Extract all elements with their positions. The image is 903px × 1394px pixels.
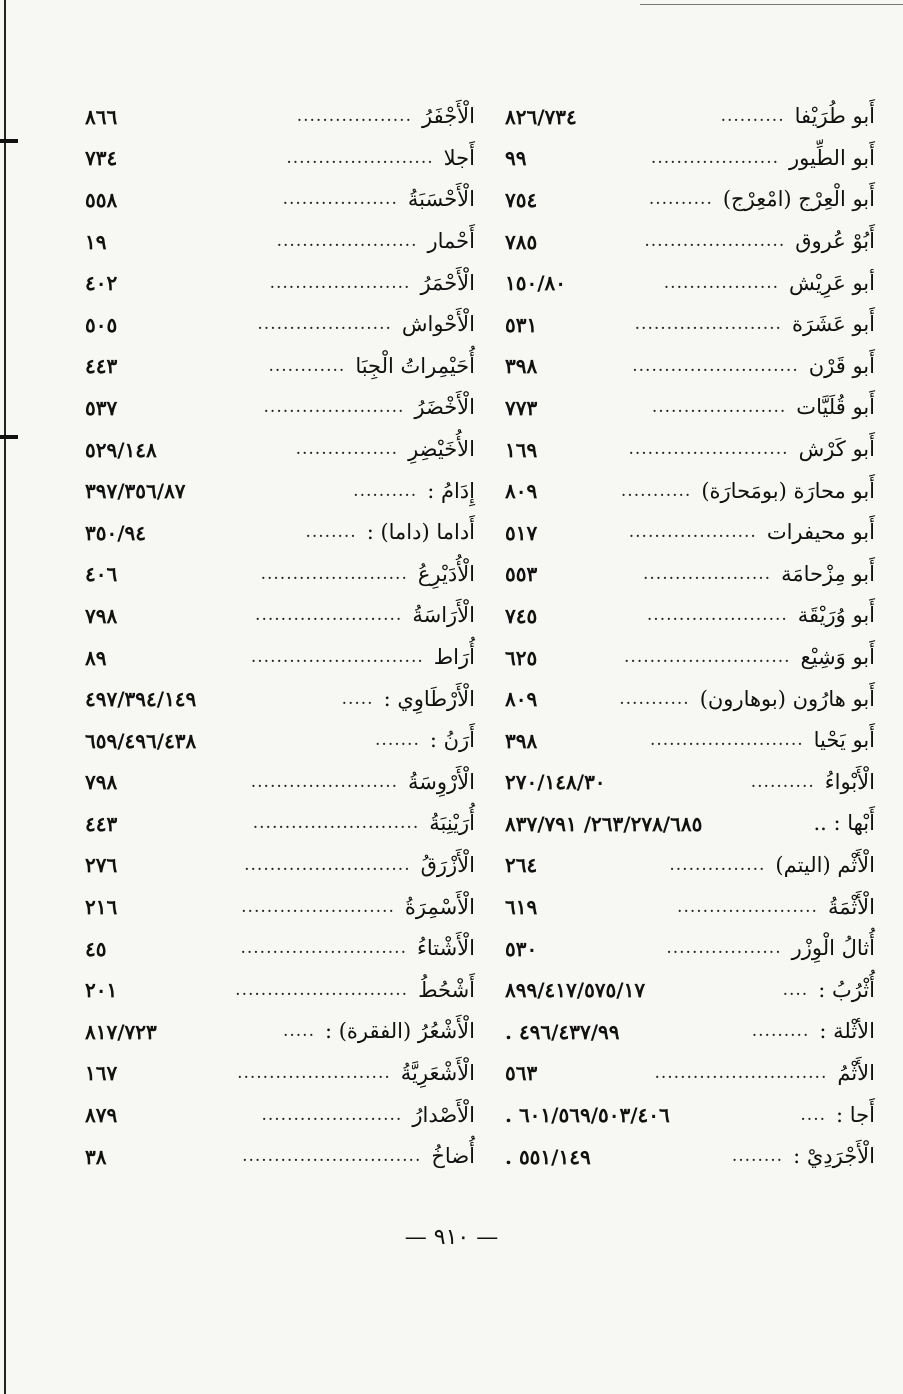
index-column-right: [505, 96, 875, 1177]
dot-leader: .......................: [286, 149, 434, 167]
index-entry: [85, 720, 475, 762]
index-entry: [85, 803, 475, 845]
dot-leader: ..................: [663, 274, 780, 292]
entry-page-numbers: ٦٢٥: [505, 645, 538, 670]
index-entry: [505, 720, 875, 762]
entry-name: الأثْلة :: [819, 1019, 875, 1044]
dot-leader: ............: [268, 357, 346, 375]
dot-leader: ........................: [241, 898, 395, 916]
index-entry: [505, 928, 875, 970]
entry-page-numbers: ٨٧٩: [85, 1103, 118, 1128]
entry-page-numbers: ٨٩٩/٤١٧/٥٧٥/١٧: [505, 978, 646, 1003]
entry-page-numbers: ٢٦٣/٢٧٨/٦٨٥/ ٨٣٧/٧٩١: [505, 811, 703, 836]
index-entry: [85, 429, 475, 471]
entry-name: أبو عَرِيْش: [789, 270, 875, 295]
index-entry: [505, 304, 875, 346]
dot-leader: ..........: [750, 773, 815, 791]
dot-leader: .......................: [250, 773, 399, 791]
index-entry: [85, 138, 475, 180]
entry-page-numbers: ٨٢٦/٧٣٤: [505, 104, 577, 129]
entry-name: أُرَيْنِبَةُ: [429, 811, 475, 836]
index-entry: [85, 762, 475, 804]
dot-leader: ........: [731, 1148, 784, 1166]
margin-mark: [0, 435, 18, 439]
entry-name: أُحَيْمِراتُ الْجِبَا: [355, 353, 475, 378]
entry-page-numbers: ٦١٩: [505, 895, 538, 920]
entry-page-numbers: ٢٦٤: [505, 853, 538, 878]
index-entry: [85, 1094, 475, 1136]
index-entry: [85, 1011, 475, 1053]
dot-leader: ...........: [619, 690, 690, 708]
entry-name: أَبو محارَة (بومَحارَة): [701, 478, 875, 503]
entry-page-numbers: ٤٩٧/٣٩٤/١٤٩: [85, 687, 197, 712]
dot-leader: ....................: [642, 565, 772, 583]
index-entry: [85, 387, 475, 429]
dot-leader: .....................: [651, 399, 787, 417]
entry-name: أَداما (داما) :: [366, 520, 475, 545]
entry-page-numbers: ٨١٧/٧٢٣: [85, 1019, 157, 1044]
entry-page-numbers: ٧٩٨: [85, 770, 118, 795]
dot-leader: ........: [305, 524, 357, 542]
dot-leader: ..........: [353, 482, 418, 500]
dot-leader: ........................: [237, 1064, 391, 1082]
index-entry: [85, 678, 475, 720]
entry-name: الْأَثْمَةُ: [827, 894, 875, 919]
index-entry: [505, 678, 875, 720]
dot-leader: .....: [282, 1023, 315, 1041]
index-entry: [85, 470, 475, 512]
entry-name: أَبو كَرْش: [798, 437, 875, 462]
entry-page-numbers: ٢٠١: [85, 978, 118, 1003]
entry-name: أَبو محيفرات: [766, 520, 875, 545]
entry-page-numbers: ٧٤٥: [505, 603, 538, 628]
index-entry: [505, 637, 875, 679]
index-entry: [505, 512, 875, 554]
page-number: — ٩١٠ —: [404, 1225, 499, 1250]
dot-leader: ....: [782, 981, 809, 999]
index-entry: [85, 969, 475, 1011]
dot-leader: ........................: [649, 732, 804, 750]
entry-name: الْأَشْعَرِيَّةُ: [400, 1060, 475, 1085]
entry-name: الْأَجْرَدِيْ :: [793, 1144, 875, 1169]
entry-page-numbers: ٥٣٧: [85, 395, 118, 420]
entry-name: أَشْحُطُ: [418, 977, 475, 1002]
dot-leader: .......................: [255, 607, 403, 625]
entry-page-numbers: ٤٩٦/٤٣٧/٩٩ .: [505, 1019, 620, 1044]
entry-page-numbers: ٣٩٨: [505, 728, 538, 753]
index-entry: [505, 96, 875, 138]
index-entry: [85, 928, 475, 970]
dot-leader: .....: [341, 690, 374, 708]
entry-page-numbers: ٣٩٨: [505, 354, 538, 379]
index-entry: [505, 1053, 875, 1095]
index-entry: [85, 304, 475, 346]
entry-name: الْأَرَاسَةُ: [412, 603, 475, 628]
dot-leader: ......................: [263, 399, 405, 417]
entry-name: الْأَصْدارُ: [412, 1102, 475, 1127]
dot-leader: ..................: [282, 191, 398, 209]
dot-leader: ............................: [242, 1148, 422, 1166]
dot-leader: .........................: [628, 441, 789, 459]
entry-page-numbers: ٢٧٠/١٤٨/٣٠: [505, 770, 606, 795]
index-entry: [85, 346, 475, 388]
dot-leader: ..........................: [244, 856, 411, 874]
dot-leader: ...........................: [235, 981, 409, 999]
entry-page-numbers: ٤٠٦: [85, 562, 118, 587]
index-entry: [85, 262, 475, 304]
entry-page-numbers: ٤٠٢: [85, 271, 118, 296]
index-entry: [85, 512, 475, 554]
index-entry: [85, 637, 475, 679]
entry-name: أَبو وُرَيْقَة: [797, 603, 875, 628]
dot-leader: .....................: [257, 316, 392, 334]
entry-name: الْأَجْفَرُ: [421, 104, 475, 129]
entry-name: أَبو عَشَرَة: [791, 312, 875, 337]
entry-name: أَحْمار: [427, 229, 475, 254]
index-entry: [85, 179, 475, 221]
entry-name: إِدَامُ :: [427, 478, 475, 503]
entry-name: الْأَثْم (اليتم): [775, 852, 875, 877]
entry-name: الْأَحْسَبَةُ: [407, 187, 475, 212]
entry-name: الْأُدَيْرِعُ: [417, 561, 475, 586]
entry-name: الْأَحْمَرُ: [420, 270, 475, 295]
entry-name: الْأَخْضَرُ: [414, 395, 475, 420]
entry-name: أَجا :: [836, 1102, 875, 1127]
index-entry: [505, 886, 875, 928]
index-entry: [505, 179, 875, 221]
dot-leader: .........: [751, 1023, 810, 1041]
index-entry: [505, 221, 875, 263]
entry-page-numbers: ١٥٠/٨٠: [505, 271, 567, 296]
dot-leader: ..........................: [632, 357, 799, 375]
index-entry: [85, 845, 475, 887]
dot-leader: .......................: [260, 565, 408, 583]
index-entry: [505, 429, 875, 471]
entry-page-numbers: ٥٣٠: [505, 936, 538, 961]
index-entry: [85, 886, 475, 928]
entry-name: أَجلا: [443, 145, 475, 170]
entry-name: أَبو الْعِرْج (امْعِرْج): [722, 187, 875, 212]
entry-page-numbers: ٥٦٣: [505, 1061, 538, 1086]
entry-page-numbers: ٣٩٧/٣٥٦/٨٧: [85, 479, 186, 504]
index-entry: [505, 1094, 875, 1136]
index-entry: [505, 803, 875, 845]
entry-name: الأُخَيْضِرِ: [408, 437, 475, 462]
dot-leader: ......................: [677, 898, 818, 916]
index-entry: [85, 96, 475, 138]
dot-leader: ..........: [720, 108, 785, 126]
dot-leader: ..........................: [624, 649, 791, 667]
entry-name: الْأَرْطَاوِي :: [383, 686, 475, 711]
index-entry: [505, 346, 875, 388]
index-entry: [505, 1011, 875, 1053]
entry-page-numbers: ٥١٧: [505, 520, 538, 545]
entry-page-numbers: ٢١٦: [85, 895, 118, 920]
entry-name: أُرَاط: [433, 645, 475, 670]
dot-leader: .......: [375, 732, 420, 750]
entry-name: أَرَنُ :: [429, 728, 475, 753]
entry-page-numbers: ٧٥٤: [505, 187, 538, 212]
index-entry: [505, 969, 875, 1011]
entry-name: الْأَسْمِرَةُ: [404, 894, 475, 919]
index-entry: [505, 387, 875, 429]
index-entry: [505, 262, 875, 304]
dot-leader: ......................: [646, 607, 788, 625]
entry-page-numbers: ٥٥٣: [505, 562, 538, 587]
entry-name: أَبو قَرْن: [808, 353, 875, 378]
entry-page-numbers: ٧٧٣: [505, 395, 538, 420]
entry-page-numbers: ٣٥٠/٩٤: [85, 520, 147, 545]
dot-leader: ......................: [261, 1106, 403, 1124]
entry-page-numbers: ٦٠١/٥٦٩/٥٠٣/٤٠٦ .: [505, 1103, 670, 1128]
entry-page-numbers: ٥٠٥: [85, 312, 118, 337]
binding-edge-line: [4, 0, 6, 1394]
entry-name: أَبْها : ..: [813, 811, 875, 836]
index-entry: [505, 595, 875, 637]
index-entry: [505, 1136, 875, 1178]
dot-leader: ...............: [669, 856, 766, 874]
entry-name: الْأَشْتاءُ: [416, 936, 475, 961]
entry-name: الْأَزْرَقُ: [420, 852, 475, 877]
entry-name: أَبو وَشِيْع: [800, 645, 875, 670]
index-entry: [85, 1053, 475, 1095]
entry-name: أَبو قُلَيَّات: [796, 395, 875, 420]
dot-leader: ..........................: [240, 940, 407, 958]
entry-page-numbers: ٧٣٤: [85, 146, 118, 171]
dot-leader: ...........................: [250, 649, 424, 667]
entry-page-numbers: ٤٤٣: [85, 354, 118, 379]
entry-name: أَبو الطِّيور: [789, 145, 875, 170]
entry-name: أَبو طُرَيْفا: [794, 104, 875, 129]
entry-page-numbers: ٢٧٦: [85, 853, 118, 878]
entry-name: أَبو يَحْيا: [813, 728, 875, 753]
entry-page-numbers: ٥٥٨: [85, 187, 118, 212]
entry-page-numbers: ١٩: [85, 229, 107, 254]
dot-leader: ..................: [666, 940, 782, 958]
entry-page-numbers: ٨٠٩: [505, 479, 538, 504]
entry-name: أَبُوْ عُروق: [795, 229, 875, 254]
index-entry: [85, 221, 475, 263]
entry-page-numbers: ٥٥١/١٤٩ .: [505, 1144, 591, 1169]
index-entry: [85, 554, 475, 596]
dot-leader: ..................: [296, 108, 412, 126]
entry-page-numbers: ٨٩: [85, 645, 107, 670]
entry-page-numbers: ٨٦٦: [85, 104, 118, 129]
entry-page-numbers: ٣٨: [85, 1144, 107, 1169]
margin-mark: [0, 139, 18, 143]
index-entry: [505, 138, 875, 180]
entry-name: الْأَحْواش: [401, 312, 475, 337]
index-entry: [505, 845, 875, 887]
entry-page-numbers: ٩٩: [505, 146, 527, 171]
dot-leader: ......................: [276, 233, 418, 251]
top-edge-line: [640, 4, 903, 5]
dot-leader: ...........: [620, 482, 692, 500]
entry-page-numbers: ٥٢٩/١٤٨: [85, 437, 157, 462]
entry-name: أُثْرُبُ :: [818, 977, 875, 1002]
entry-page-numbers: ١٦٩: [505, 437, 538, 462]
dot-leader: .......................: [634, 316, 782, 334]
entry-page-numbers: ١٦٧: [85, 1061, 118, 1086]
entry-name: الْأَشْعُرُ (الفقرة) :: [324, 1019, 475, 1044]
entry-page-numbers: ٨٠٩: [505, 687, 538, 712]
entry-page-numbers: ٤٥: [85, 936, 107, 961]
entry-page-numbers: ٦٥٩/٤٩٦/٤٣٨: [85, 728, 197, 753]
index-entry: [85, 595, 475, 637]
entry-name: أَبو هارُون (بوهارون): [699, 686, 875, 711]
dot-leader: ......................: [269, 274, 411, 292]
entry-page-numbers: ٧٩٨: [85, 603, 118, 628]
dot-leader: ....: [800, 1106, 827, 1124]
dot-leader: ................: [295, 441, 399, 459]
dot-leader: ......................: [644, 233, 786, 251]
entry-page-numbers: ٤٤٣: [85, 811, 118, 836]
index-column-left: [85, 96, 475, 1177]
index-entry: [505, 470, 875, 512]
dot-leader: ....................: [628, 524, 757, 542]
dot-leader: ....................: [650, 149, 779, 167]
index-entry: [505, 554, 875, 596]
index-entry: [85, 1136, 475, 1178]
index-entry: [505, 762, 875, 804]
entry-name: أَبو مِزْحامَة: [781, 561, 875, 586]
dot-leader: ...........................: [654, 1064, 828, 1082]
dot-leader: ..........: [648, 191, 713, 209]
entry-name: الْأَرْوِسَةُ: [408, 769, 475, 794]
entry-page-numbers: ٥٣١: [505, 312, 538, 337]
dot-leader: ..........................: [252, 815, 420, 833]
entry-name: الأَثْمُ: [837, 1060, 875, 1085]
entry-name: أُضاخُ: [431, 1144, 475, 1169]
entry-page-numbers: ٧٨٥: [505, 229, 538, 254]
entry-name: أُثالُ الْوِزْر: [791, 936, 875, 961]
entry-name: الْأَبْواءُ: [824, 769, 875, 794]
